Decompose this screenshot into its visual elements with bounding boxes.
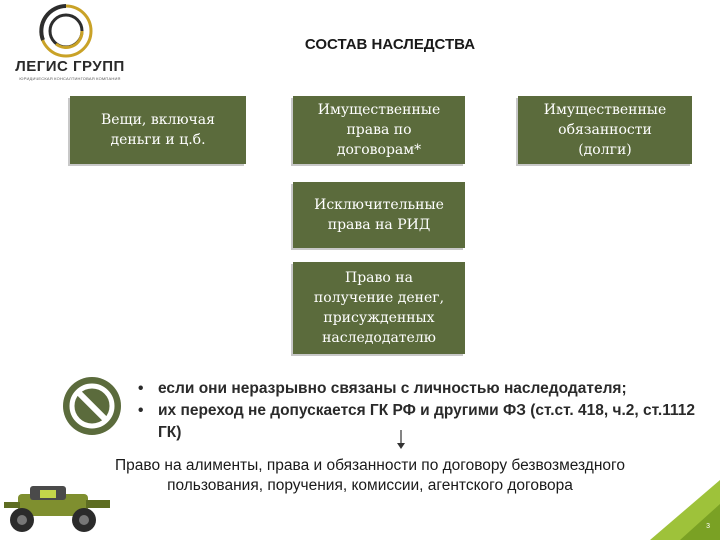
- list-item: • если они неразрывно связаны с личностью наследодателя;: [134, 378, 714, 400]
- box-exclusive-rights-label: Исключительные права на РИД: [314, 197, 444, 233]
- box-property-rights: [293, 96, 465, 164]
- box-obligations: [518, 96, 692, 164]
- box-things: [70, 96, 246, 164]
- toy-car-icon: [0, 476, 120, 540]
- logo-name: ЛЕГИС ГРУПП: [15, 58, 125, 75]
- corner-decoration: [650, 480, 720, 540]
- excluded-rights-text: Право на алименты, права и обязанности по договору безвозмездного пользования, поручения, комиссии, агентского договора: [115, 457, 625, 494]
- page-number: 3: [706, 523, 710, 530]
- box-money-right: [293, 262, 465, 354]
- box-property-rights-label: Имущественные права по договорам*: [317, 102, 441, 158]
- prohibition-icon: [62, 376, 122, 436]
- page-title: СОСТАВ НАСЛЕДСТВА: [304, 36, 476, 53]
- box-exclusive-rights: [293, 182, 465, 248]
- list-item: • их переход не допускается ГК РФ и другими ФЗ (ст.ст. 418, ч.2, ст.1112 ГК): [134, 400, 714, 444]
- box-money-right-label: Право на получение денег, присужденных наследодателю: [313, 270, 445, 346]
- box-things-label: Вещи, включая деньги и ц.б.: [101, 112, 215, 148]
- box-obligations-label: Имущественные обязанности (долги): [543, 102, 667, 158]
- exclusion-list: [134, 378, 714, 444]
- logo-subtitle: ЮРИДИЧЕСКАЯ КОНСАЛТИНГОВАЯ КОМПАНИЯ: [19, 76, 121, 81]
- arrow-down-icon: [396, 430, 406, 450]
